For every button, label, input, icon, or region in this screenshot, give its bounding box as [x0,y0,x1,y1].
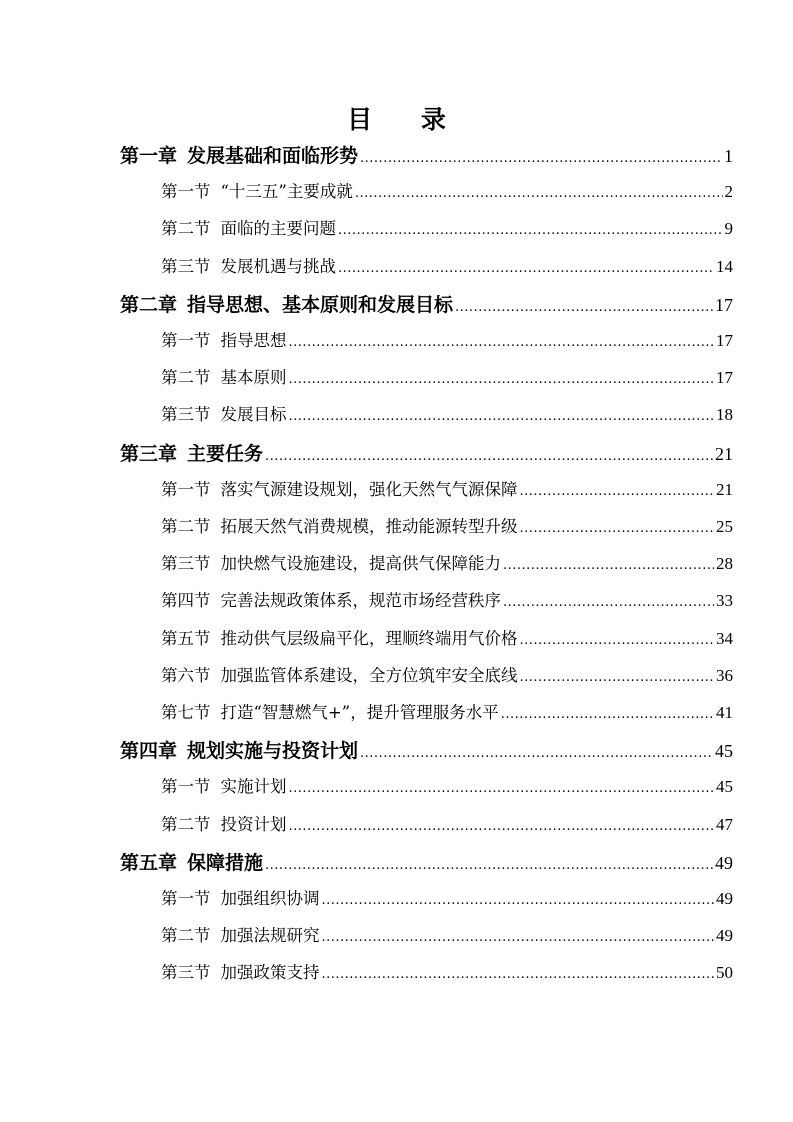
toc-section-entry[interactable] [161,587,733,611]
toc-page-number: 49 [716,889,733,908]
toc-page-number: 28 [716,554,733,574]
toc-section-entry[interactable] [161,811,733,835]
toc-page-number: 50 [716,963,733,983]
toc-entry-label [161,364,287,388]
toc-entry-text: 指导思想、基本原则和发展目标 [187,293,454,316]
toc-section-entry[interactable] [161,178,733,202]
toc-entry-text: 指导思想 [220,331,287,350]
toc-dot-leader [289,781,715,796]
toc-dot-leader [289,409,715,424]
toc-dot-leader [322,893,715,908]
toc-page-number: 21 [715,443,733,464]
toc-entry-text: 保障措施 [187,851,264,874]
toc-entry-label [120,290,453,317]
toc-entry-text: 推动供气层级扁平化，理顺终端用气价格 [220,628,518,648]
toc-entry-number: 第三节 [161,405,211,425]
toc-entry-number: 第四章 [120,740,178,763]
toc-entry-number: 第七节 [161,703,211,722]
toc-entry-label [120,736,358,763]
toc-entry-text: 发展机遇与挑战 [220,256,336,276]
toc-section-entry[interactable] [161,662,733,686]
toc-chapter-entry[interactable] [120,290,733,317]
toc-entry-number: 第一节 [161,331,211,350]
toc-dot-leader [322,967,715,982]
toc-entry-number: 第一节 [161,182,211,202]
toc-entry-label [161,959,320,983]
toc-entry-label [161,327,287,351]
toc-dot-leader [520,670,715,685]
toc-entry-number: 第一节 [161,479,211,499]
toc-section-entry[interactable] [161,476,733,500]
toc-page-number: 49 [715,852,733,873]
toc-dot-leader [520,484,715,499]
toc-page-number: 14 [716,256,733,276]
toc-entry-text: 发展基础和面临形势 [187,145,359,167]
toc-page-number: 36 [716,665,733,685]
toc-page-number: 45 [716,777,733,797]
toc-dot-leader [265,858,713,873]
toc-page-number: 41 [716,703,733,722]
toc-dot-leader [338,261,714,276]
toc-dot-leader [503,595,714,610]
toc-entry-label [120,439,263,466]
toc-section-entry[interactable] [161,959,733,983]
toc-entry-number: 第五章 [120,851,178,874]
toc-entry-label [161,699,499,723]
toc-page-number: 17 [716,368,733,388]
toc-dot-leader [265,449,713,464]
toc-title: 目 录 [347,105,466,134]
toc-entry-number: 第六节 [161,665,211,685]
toc-page-number: 18 [716,405,733,425]
toc-entry-text: “十三五”主要成就 [220,182,353,202]
toc-section-entry[interactable] [161,215,733,239]
toc-entry-number: 第二节 [161,814,211,834]
toc-chapter-entry[interactable] [120,848,733,875]
toc-entry-number: 第一节 [161,777,211,797]
toc-entry-label [161,178,353,202]
toc-entry-text: 面临的主要问题 [220,219,336,239]
toc-entry-text: 加强政策支持 [220,963,320,983]
toc-dot-leader [360,746,713,761]
toc-section-entry[interactable] [161,885,733,909]
toc-entry-number: 第二节 [161,219,211,239]
toc-entry-label [161,513,518,537]
toc-page-number: 2 [724,182,733,202]
toc-dot-leader [289,335,715,350]
toc-section-entry[interactable] [161,550,733,574]
toc-entry-text: 加快燃气设施建设，提高供气保障能力 [220,554,501,574]
toc-section-entry[interactable] [161,253,733,277]
toc-dot-leader [503,558,714,573]
toc-entry-text: 完善法规政策体系，规范市场经营秩序 [220,591,501,611]
toc-entry-label [161,662,518,686]
toc-page-number: 17 [715,294,733,315]
toc-entry-text: 基本原则 [220,368,287,388]
toc-section-entry[interactable] [161,401,733,425]
toc-dot-leader [360,151,722,166]
toc-page-number: 49 [716,926,733,946]
toc-entry-label [161,625,518,649]
toc-entry-number: 第三节 [161,256,211,276]
toc-dot-leader [338,223,723,238]
toc-page-number: 17 [716,331,733,350]
toc-dot-leader [520,521,715,536]
toc-entry-number: 第一章 [120,145,178,167]
toc-entry-label [161,401,287,425]
toc-entry-label [161,476,518,500]
toc-page-number: 25 [716,517,733,536]
toc-chapter-entry[interactable] [120,141,733,168]
toc-dot-leader [289,372,715,387]
toc-entry-label [161,885,320,909]
toc-page-number: 47 [716,814,733,834]
toc-dot-leader [501,707,714,722]
toc-page-number: 45 [715,741,733,762]
toc-entry-text: 加强监管体系建设，全方位筑牢安全底线 [220,665,518,685]
toc-entry-number: 第二节 [161,926,211,946]
toc-entry-text: 落实气源建设规划，强化天然气气源保障 [220,479,518,499]
toc-chapter-entry[interactable] [120,439,733,466]
toc-entry-label [120,141,358,168]
toc-entry-text: 打造“智慧燃气+”，提升管理服务水平 [220,703,499,722]
toc-entry-text: 拓展天然气消费规模，推动能源转型升级 [220,517,518,536]
toc-page-number: 34 [716,628,733,648]
toc-entry-text: 发展目标 [220,405,287,425]
toc-entry-number: 第三节 [161,554,211,574]
toc-section-entry[interactable] [161,773,733,797]
toc-chapter-entry[interactable] [120,736,733,763]
toc-entry-label [120,848,263,875]
toc-entry-number: 第二章 [120,293,178,316]
toc-entry-text: 主要任务 [187,442,264,465]
toc-entry-number: 第二节 [161,517,211,536]
toc-entry-label [161,550,501,574]
toc-entry-label [161,215,336,239]
toc-page-number: 9 [724,219,733,239]
toc-page-number: 33 [716,591,733,611]
toc-dot-leader [455,300,713,315]
toc-entry-text: 加强法规研究 [220,926,320,946]
toc-dot-leader [322,930,715,945]
toc-section-entry[interactable] [161,699,733,723]
toc-entry-label [161,773,287,797]
toc-entry-number: 第一节 [161,889,211,908]
toc-dot-leader [289,819,715,834]
toc-section-entry[interactable] [161,327,733,351]
toc-entry-label [161,253,336,277]
toc-dot-leader [355,186,723,201]
toc-section-entry[interactable] [161,364,733,388]
toc-entry-number: 第四节 [161,591,211,611]
toc-entry-label [161,587,501,611]
toc-entry-label [161,811,287,835]
toc-section-entry[interactable] [161,922,733,946]
toc-entry-text: 实施计划 [220,777,287,797]
toc-page-number: 1 [724,146,733,166]
toc-dot-leader [520,633,715,648]
toc-entry-number: 第二节 [161,368,211,388]
toc-entry-number: 第三节 [161,963,211,983]
toc-entry-number: 第三章 [120,442,178,465]
toc-page-number: 21 [716,479,733,499]
toc-entry-number: 第五节 [161,628,211,648]
toc-entry-text: 规划实施与投资计划 [187,740,359,763]
toc-section-entry[interactable] [161,513,733,537]
toc-section-entry[interactable] [161,625,733,649]
toc-entry-text: 加强组织协调 [220,889,320,908]
toc-entry-label [161,922,320,946]
toc-entry-text: 投资计划 [220,814,287,834]
